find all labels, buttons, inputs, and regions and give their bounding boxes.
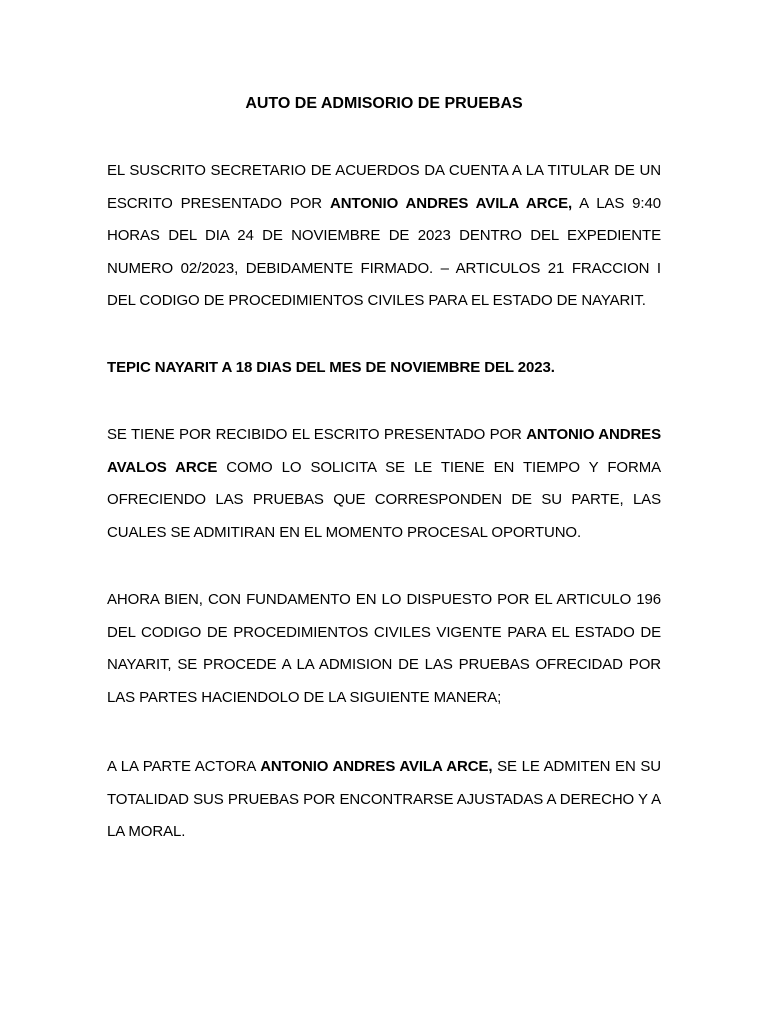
paragraph-fundamento: AHORA BIEN, CON FUNDAMENTO EN LO DISPUESTO POR EL ARTICULO 196 DEL CODIGO DE PROCEDIMIENTOS CIVILES VIGENTE PARA EL ESTADO DE NAYARIT, SE PROCEDE A LA ADMISION DE LAS PRUEBAS OFRECIDAD POR LAS PARTES HACIENDOLO DE LA SIGUIENTE MANERA; [107,591,661,706]
party-name-bold: ANTONIO ANDRES AVALOS ARCE [107,426,661,476]
paragraph-cuenta [107,155,661,318]
paragraph-parte-actora-text-a: A LA PARTE ACTORA [107,758,261,775]
paragraph-cuenta-text-a: EL SUSCRITO SECRETARIO DE ACUERDOS DA CUENTA A LA TITULAR DE UN ESCRITO PRESENTADO POR [107,162,661,212]
document-title: AUTO DE ADMISORIO DE PRUEBAS [245,95,523,112]
paragraph-parte-actora-text-c: SE LE ADMITEN EN SU TOTALIDAD SUS PRUEBAS POR ENCONTRARSE AJUSTADAS A DERECHO Y A LA MORAL. [107,758,661,841]
paragraph-recibido [107,419,661,549]
paragraph-parte-actora [107,751,661,849]
paragraph-recibido-text-a: SE TIENE POR RECIBIDO EL ESCRITO PRESENTADO POR [107,426,527,443]
paragraph-cuenta-text-c: A LAS 9:40 HORAS DEL DIA 24 DE NOVIEMBRE DE 2023 DENTRO DEL EXPEDIENTE NUMERO 02/2023, DEBIDAMENTE FIRMADO. – ARTICULOS 21 FRACCION I DEL CODIGO DE PROCEDIMIENTOS CIVILES PARA EL ESTADO DE NAYARIT. [107,194,661,310]
paragraph-recibido-text-c: COMO LO SOLICITA SE LE TIENE EN TIEMPO Y FORMA OFRECIENDO LAS PRUEBAS QUE CORRESPONDEN DE SU PARTE, LAS CUALES SE ADMITIRAN EN EL MOMENTO PROCESAL OPORTUNO. [107,458,661,541]
party-name-bold: ANTONIO ANDRES AVILA ARCE, [329,194,573,212]
party-name-bold: ANTONIO ANDRES AVILA ARCE, [260,758,493,775]
date-line [107,352,661,385]
date-line-text: TEPIC NAYARIT A 18 DIAS DEL MES DE NOVIEMBRE DEL 2023. [107,359,555,376]
